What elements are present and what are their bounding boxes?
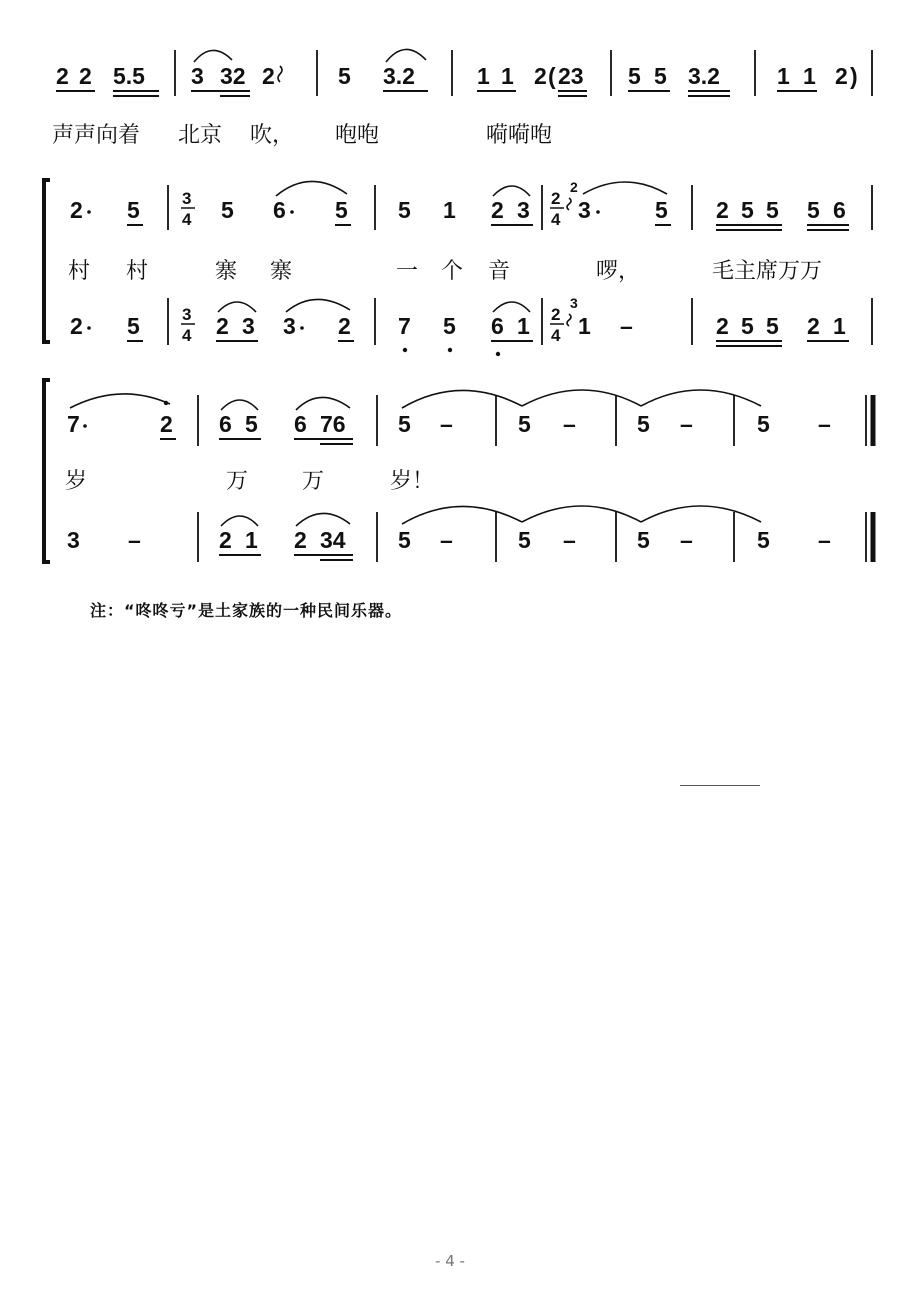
system-1	[56, 49, 872, 96]
svg-text:1: 1	[477, 63, 490, 89]
lyric: 个	[441, 259, 464, 284]
lyric: 音	[488, 259, 511, 284]
lyric: 北京	[178, 123, 223, 148]
svg-text:3.2: 3.2	[688, 63, 720, 89]
system-3	[44, 380, 873, 562]
svg-text:2: 2	[70, 313, 83, 339]
svg-text:): )	[850, 63, 858, 89]
svg-text:–: –	[620, 313, 633, 339]
svg-text:5: 5	[757, 527, 770, 553]
svg-text:4: 4	[182, 326, 192, 345]
svg-text:23: 23	[558, 63, 584, 89]
lyric: 寨	[270, 259, 293, 284]
svg-text:34: 34	[320, 527, 346, 553]
svg-text:3: 3	[242, 313, 255, 339]
svg-text:5: 5	[338, 63, 351, 89]
svg-text:2: 2	[160, 411, 173, 437]
svg-text:3: 3	[191, 63, 204, 89]
svg-text:5: 5	[518, 527, 531, 553]
svg-text:3: 3	[570, 295, 578, 311]
svg-text:2: 2	[807, 313, 820, 339]
svg-text:7: 7	[398, 313, 411, 339]
svg-text:5: 5	[245, 411, 258, 437]
svg-text:1: 1	[803, 63, 816, 89]
lyric: 咆咆	[335, 123, 380, 148]
svg-text:7: 7	[67, 411, 80, 437]
svg-text:5: 5	[443, 313, 456, 339]
svg-text:6: 6	[294, 411, 307, 437]
svg-text:–: –	[128, 527, 141, 553]
lyric: 声声向着	[52, 123, 141, 148]
svg-text:3: 3	[182, 189, 192, 208]
svg-text:2: 2	[338, 313, 351, 339]
lyric: 寨	[215, 259, 238, 284]
page-number: - 4 -	[435, 1252, 465, 1270]
svg-text:5: 5	[741, 313, 754, 339]
svg-text:2: 2	[551, 305, 561, 324]
svg-text:–: –	[680, 411, 693, 437]
svg-text:2: 2	[216, 313, 229, 339]
svg-text:6: 6	[491, 313, 504, 339]
svg-text:5: 5	[807, 197, 820, 223]
svg-text:3: 3	[517, 197, 530, 223]
svg-text:4: 4	[182, 210, 192, 229]
lyric: 万	[226, 469, 249, 494]
lyric: 啰，	[596, 259, 641, 284]
svg-text:(: (	[548, 63, 556, 89]
svg-text:5: 5	[655, 197, 668, 223]
svg-text:32: 32	[220, 63, 246, 89]
svg-text:2: 2	[219, 527, 232, 553]
svg-text:3: 3	[67, 527, 80, 553]
svg-text:3: 3	[283, 313, 296, 339]
svg-text:1: 1	[443, 197, 456, 223]
svg-text:–: –	[818, 411, 831, 437]
svg-text:5: 5	[637, 411, 650, 437]
svg-text:–: –	[563, 527, 576, 553]
svg-text:–: –	[440, 527, 453, 553]
svg-text:5: 5	[127, 313, 140, 339]
svg-text:–: –	[440, 411, 453, 437]
lyric: 一	[396, 259, 419, 284]
svg-text:1: 1	[833, 313, 846, 339]
svg-text:2: 2	[294, 527, 307, 553]
footnote: 注：“咚咚亏”是土家族的一种民间乐器。	[90, 601, 403, 620]
svg-text:5: 5	[757, 411, 770, 437]
svg-text:1: 1	[517, 313, 530, 339]
svg-text:5: 5	[335, 197, 348, 223]
svg-text:5: 5	[637, 527, 650, 553]
svg-text:6: 6	[273, 197, 286, 223]
svg-text:5: 5	[628, 63, 641, 89]
svg-text:5: 5	[741, 197, 754, 223]
svg-text:5: 5	[398, 527, 411, 553]
lyric: 毛主席万万	[712, 259, 823, 284]
svg-text:3: 3	[578, 197, 591, 223]
svg-text:4: 4	[551, 210, 561, 229]
svg-text:2: 2	[491, 197, 504, 223]
svg-text:2: 2	[70, 197, 83, 223]
svg-text:1: 1	[777, 63, 790, 89]
svg-text:2: 2	[570, 179, 578, 195]
svg-text:76: 76	[320, 411, 346, 437]
lyric: 吹，	[250, 123, 295, 148]
svg-text:–: –	[563, 411, 576, 437]
divider-line	[680, 785, 760, 786]
lyric: 村	[126, 259, 149, 284]
svg-text:5.5: 5.5	[113, 63, 145, 89]
svg-text:2: 2	[534, 63, 547, 89]
svg-text:2: 2	[79, 63, 92, 89]
svg-text:5: 5	[398, 197, 411, 223]
svg-text:5: 5	[398, 411, 411, 437]
svg-text:5: 5	[654, 63, 667, 89]
svg-text:5: 5	[766, 197, 779, 223]
svg-text:2: 2	[716, 313, 729, 339]
svg-text:6: 6	[219, 411, 232, 437]
svg-text:5: 5	[518, 411, 531, 437]
svg-text:1: 1	[578, 313, 591, 339]
svg-text:3: 3	[182, 305, 192, 324]
svg-text:1: 1	[501, 63, 514, 89]
svg-text:2: 2	[716, 197, 729, 223]
lyric: 岁！	[390, 469, 435, 494]
lyric: 村	[68, 259, 91, 284]
svg-text:5: 5	[766, 313, 779, 339]
svg-text:2: 2	[56, 63, 69, 89]
svg-text:6: 6	[833, 197, 846, 223]
svg-text:4: 4	[551, 326, 561, 345]
svg-text:–: –	[680, 527, 693, 553]
svg-text:2: 2	[262, 63, 275, 89]
svg-text:5: 5	[221, 197, 234, 223]
svg-text:2: 2	[551, 189, 561, 208]
svg-text:5: 5	[127, 197, 140, 223]
lyric: 万	[302, 469, 325, 494]
svg-text:3.2: 3.2	[383, 63, 415, 89]
svg-text:–: –	[818, 527, 831, 553]
lyric: 嗬嗬咆	[486, 123, 553, 148]
svg-text:2: 2	[835, 63, 848, 89]
lyric: 岁	[65, 469, 88, 494]
svg-text:1: 1	[245, 527, 258, 553]
